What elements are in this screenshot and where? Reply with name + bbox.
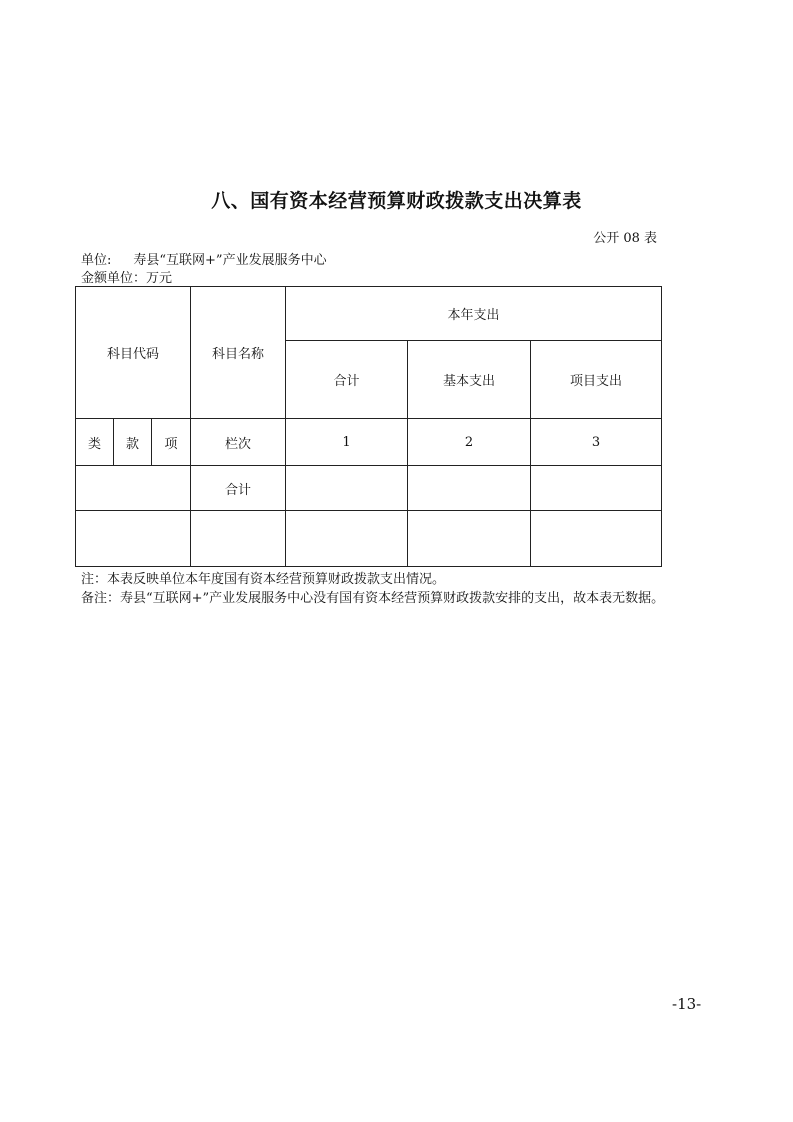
header-xiang: 项: [152, 419, 191, 466]
header-project: 项目支出: [531, 341, 662, 419]
index-1: 1: [286, 419, 408, 466]
table-index-row: [76, 419, 662, 466]
remark-text: 备注：寿县“互联网+”产业发展服务中心没有国有资本经营预算财政拨款安排的支出，故本表无数据。: [81, 591, 665, 606]
index-3: 3: [531, 419, 662, 466]
table-empty-row: [76, 511, 662, 567]
total-project-cell: [531, 466, 662, 511]
empty-total-cell: [286, 511, 408, 567]
header-current-year: 本年支出: [286, 287, 662, 341]
page-number: -13-: [672, 995, 702, 1013]
unit-label: 单位:: [81, 253, 112, 268]
form-number: 公开 08 表: [593, 231, 657, 246]
index-2: 2: [408, 419, 531, 466]
header-subject-code: 科目代码: [76, 287, 191, 419]
total-label: 合计: [191, 466, 286, 511]
note-text: 注：本表反映单位本年度国有资本经营预算财政拨款支出情况。: [81, 572, 446, 587]
header-lei: 类: [76, 419, 114, 466]
table-total-row: [76, 466, 662, 511]
table-header-row: [76, 287, 662, 341]
empty-code-cell: [76, 511, 191, 567]
header-kuan: 款: [114, 419, 152, 466]
row-index-label: 栏次: [191, 419, 286, 466]
amount-unit: 金额单位：万元: [81, 271, 173, 286]
empty-project-cell: [531, 511, 662, 567]
header-basic: 基本支出: [408, 341, 531, 419]
unit-line: [81, 249, 327, 268]
total-amount-cell: [286, 466, 408, 511]
unit-name: 寿县“互联网+”产业发展服务中心: [133, 253, 327, 268]
header-subject-name: 科目名称: [191, 287, 286, 419]
header-total: 合计: [286, 341, 408, 419]
empty-name-cell: [191, 511, 286, 567]
total-basic-cell: [408, 466, 531, 511]
expenditure-table: [75, 286, 662, 567]
total-code-cell: [76, 466, 191, 511]
document-title: 八、国有资本经营预算财政拨款支出决算表: [211, 190, 582, 212]
empty-basic-cell: [408, 511, 531, 567]
